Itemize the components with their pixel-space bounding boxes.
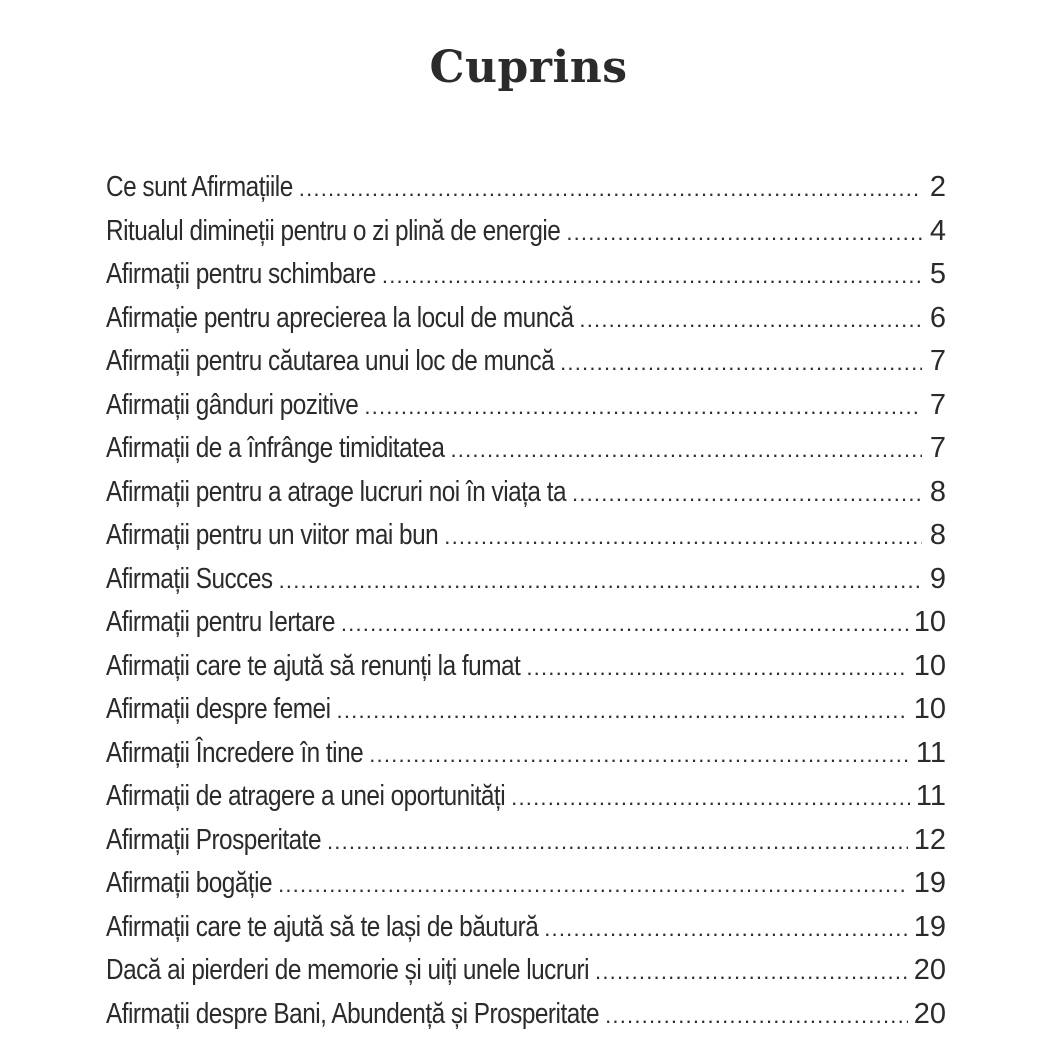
toc-entry-title: Afirmații de atragere a unei oportunități <box>106 780 506 812</box>
toc-entry-page: 19 <box>913 867 946 899</box>
toc-entry[interactable] <box>106 471 946 515</box>
toc-entry-page: 19 <box>913 910 946 943</box>
toc-dot-leader <box>369 733 910 777</box>
toc-dot-leader <box>450 428 922 472</box>
toc-dot-leader <box>579 298 922 342</box>
toc-entry-title: Afirmații pentru căutarea unui loc de muncă <box>106 345 555 377</box>
toc-entry-title: Afirmații pentru Iertare <box>106 606 335 638</box>
toc-dot-leader <box>382 254 922 298</box>
toc-entry-title: Afirmații Prosperitate <box>106 823 322 856</box>
toc-dot-leader <box>444 515 922 559</box>
toc-entry-page: 9 <box>929 562 946 595</box>
toc-entry-title: Ce sunt Afirmațiile <box>106 171 293 203</box>
toc-entry-title: Afirmație pentru aprecierea la locul de muncă <box>106 301 574 334</box>
toc-entry-title: Afirmații gânduri pozitive <box>106 388 359 421</box>
toc-entry[interactable] <box>106 819 946 863</box>
toc-entry-page: 20 <box>913 997 946 1030</box>
toc-entry[interactable] <box>106 514 946 558</box>
toc-dot-leader <box>560 341 922 385</box>
toc-dot-leader <box>511 776 910 820</box>
toc-entry[interactable] <box>106 558 946 602</box>
toc-dot-leader <box>566 211 922 255</box>
toc-entry-page: 4 <box>929 214 946 247</box>
toc-entry-title: Afirmații de a înfrânge timiditatea <box>106 432 445 464</box>
toc-entry[interactable] <box>106 862 946 906</box>
toc-entry[interactable] <box>106 906 946 950</box>
toc-entry[interactable] <box>106 384 946 428</box>
toc-dot-leader <box>544 907 908 951</box>
toc-dot-leader <box>572 472 922 516</box>
toc-dot-leader <box>279 559 922 603</box>
toc-entry-title: Afirmații Succes <box>106 562 273 595</box>
toc-entry-page: 2 <box>929 171 946 203</box>
toc-entry-title: Afirmații care te ajută să te lași de băutură <box>106 910 539 943</box>
toc-entry-page: 12 <box>913 823 946 856</box>
toc-dot-leader <box>526 646 907 690</box>
toc-entry-page: 10 <box>913 606 946 638</box>
toc-dot-leader <box>595 950 908 994</box>
toc-entry[interactable] <box>106 210 946 254</box>
toc-dot-leader <box>337 689 908 733</box>
toc-entry[interactable] <box>106 775 946 819</box>
toc-entry-page: 6 <box>929 301 946 334</box>
toc-entry[interactable] <box>106 949 946 993</box>
toc-dot-leader <box>605 994 908 1038</box>
toc-entry-page: 7 <box>929 432 946 464</box>
toc-entry-title: Afirmații bogăție <box>106 867 273 899</box>
toc-entry[interactable] <box>106 688 946 732</box>
toc-dot-leader <box>364 385 922 429</box>
toc-dot-leader <box>327 820 908 864</box>
toc-entry[interactable] <box>106 601 946 645</box>
toc-entry-title: Afirmații Încredere în tine <box>106 736 364 769</box>
page-title: Cuprins <box>429 42 628 93</box>
toc-entry[interactable] <box>106 297 946 341</box>
toc-entry-page: 8 <box>929 519 946 551</box>
toc-entry[interactable] <box>106 645 946 689</box>
toc-dot-leader <box>278 863 908 907</box>
toc-entry-title: Afirmații despre Bani, Abundență și Prosperitate <box>106 997 600 1030</box>
toc-entry[interactable] <box>106 993 946 1037</box>
toc-entry[interactable] <box>106 166 946 210</box>
toc-entry-title: Afirmații pentru a atrage lucruri noi în viața ta <box>106 475 567 508</box>
toc-entry[interactable] <box>106 732 946 776</box>
toc-entry-page: 10 <box>913 649 946 682</box>
toc-entry-page: 5 <box>929 258 946 290</box>
toc-dot-leader <box>299 167 922 211</box>
toc-entry-page: 7 <box>929 388 946 421</box>
toc-entry-title: Afirmații pentru un viitor mai bun <box>106 519 439 551</box>
toc-entry[interactable] <box>106 340 946 384</box>
toc-entry-page: 11 <box>915 736 946 769</box>
table-of-contents <box>106 166 946 1036</box>
toc-entry-page: 11 <box>915 780 946 812</box>
toc-entry[interactable] <box>106 427 946 471</box>
toc-entry-title: Dacă ai pierderi de memorie și uiți unele lucruri <box>106 954 590 986</box>
toc-entry[interactable] <box>106 253 946 297</box>
toc-entry-title: Ritualul dimineții pentru o zi plină de energie <box>106 214 561 247</box>
toc-entry-page: 8 <box>929 475 946 508</box>
toc-entry-title: Afirmații care te ajută să renunți la fumat <box>106 649 521 682</box>
toc-entry-page: 20 <box>913 954 946 986</box>
toc-entry-page: 10 <box>913 693 946 725</box>
toc-entry-title: Afirmații despre femei <box>106 693 331 725</box>
toc-entry-title: Afirmații pentru schimbare <box>106 258 376 290</box>
toc-dot-leader <box>341 602 908 646</box>
toc-entry-page: 7 <box>929 345 946 377</box>
